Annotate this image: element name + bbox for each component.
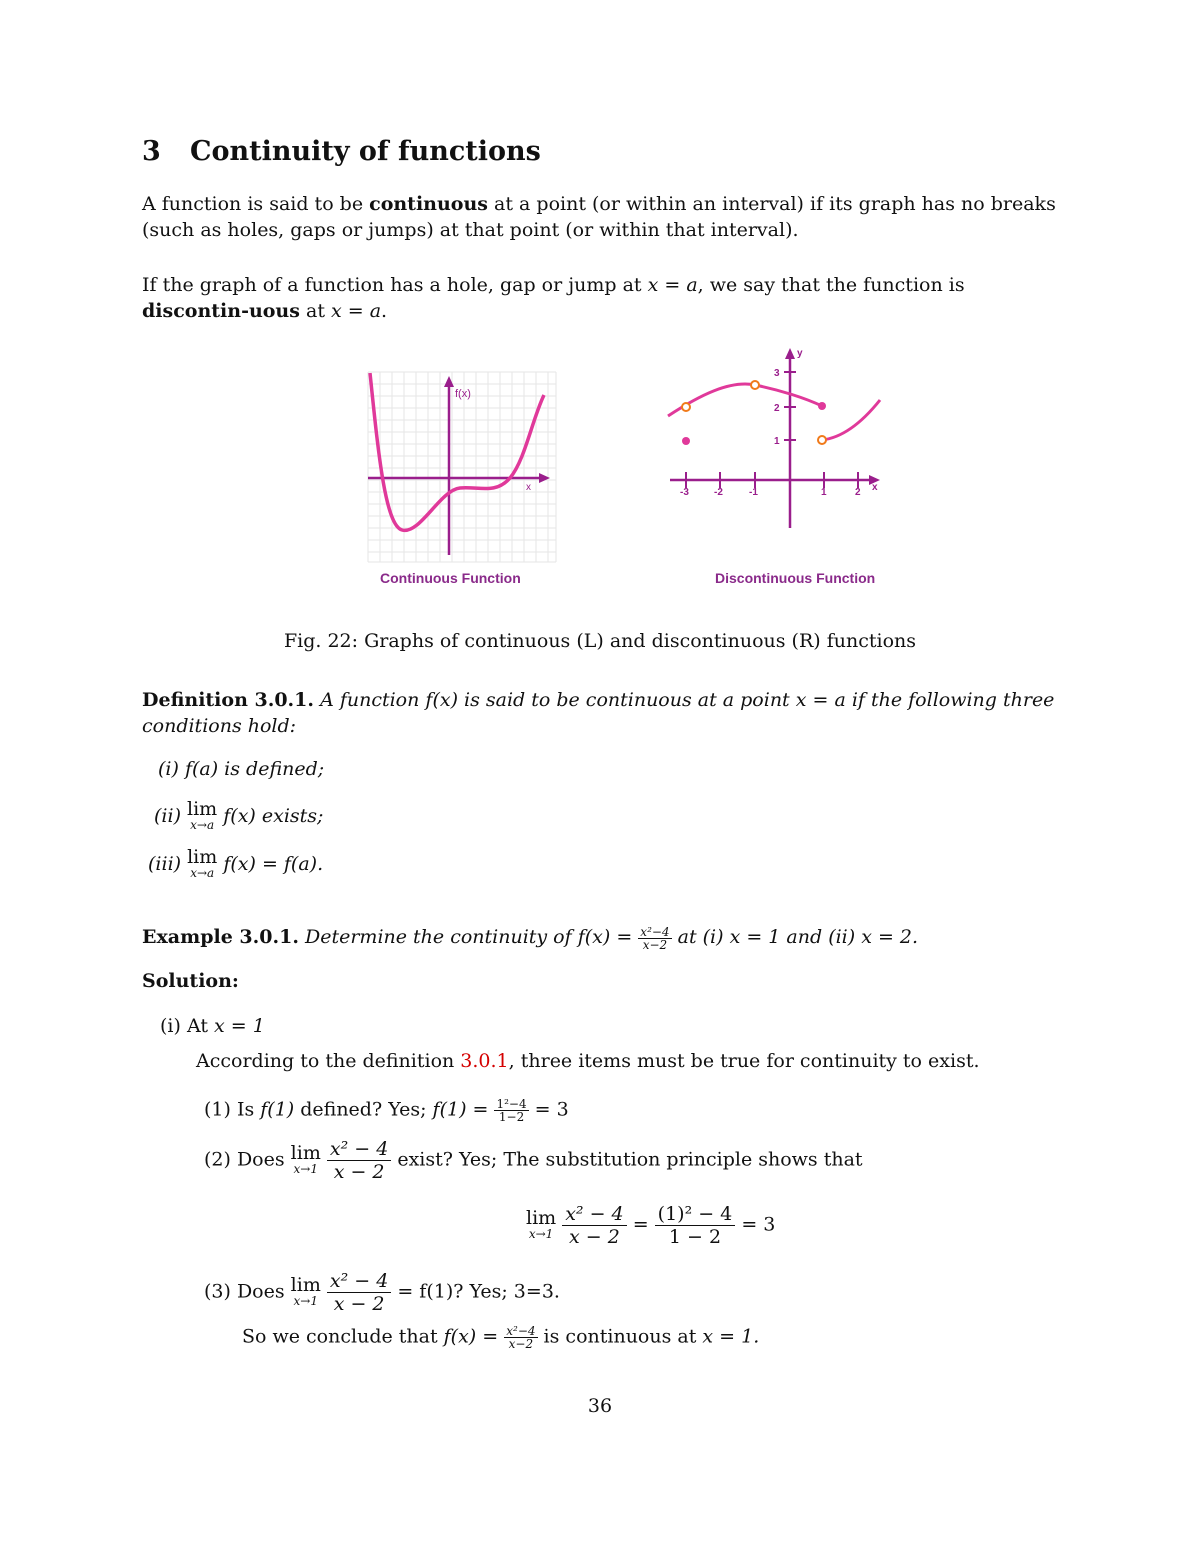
section-number: 3: [142, 136, 161, 167]
section-heading: [142, 136, 541, 167]
x-tick-label: 2: [855, 487, 861, 498]
example-label: Example 3.0.1.: [142, 926, 299, 948]
x-tick-label: -3: [680, 487, 689, 498]
open-point: [682, 403, 690, 411]
conclusion: So we conclude that f(x) = $\frac{\text{x²−4}}{x-2}$ is continuous at x = 1.: [242, 1324, 760, 1351]
part-1-heading: (i) At x = 1: [160, 1015, 265, 1037]
intro-paragraph-1: A function is said to be continuous at a point (or within an interval) if its graph has no breaks (such as holes, gaps or jumps) at that point (or within that interval).: [142, 193, 1056, 241]
condition-1: (i) f(a) is defined;: [158, 758, 325, 780]
right-axis-x-label: x: [872, 482, 878, 493]
open-point: [818, 436, 826, 444]
section-title: Continuity of functions: [190, 136, 541, 167]
left-axis-y-label: f(x): [455, 388, 471, 400]
left-axis-x-label: x: [526, 482, 531, 493]
left-grid: [368, 372, 556, 562]
discontinuous-curve-left: [668, 384, 822, 416]
step-3: (3) Does lim x→1 $\frac{\text{x² − 4}}{x - 2}$ = f(1)? Yes; 3=3.: [204, 1270, 560, 1315]
condition-2: (ii) lim x→a f(x) exists;: [154, 798, 324, 832]
page-number: 36: [587, 1395, 613, 1417]
y-tick-label: 1: [774, 436, 780, 447]
y-tick-label: 3: [774, 368, 780, 379]
left-figure-label: Continuous Function: [380, 570, 521, 586]
definition-reference-link[interactable]: 3.0.1: [460, 1050, 509, 1072]
discontinuous-curve-right: [822, 400, 880, 440]
according-text: According to the definition 3.0.1, three items must be true for continuity to exist.: [196, 1050, 980, 1072]
definition-block: Definition 3.0.1. A function f(x) is said to be continuous at a point x = a if the following three conditions hold:: [142, 689, 1055, 737]
example-block: Example 3.0.1. Determine the continuity of f(x) = $\frac{\text{x²−4}}{x-2}$ at (i) x = 1 and (ii) x = 2.: [142, 924, 919, 952]
closed-point: [682, 437, 690, 445]
figure-caption: Fig. 22: Graphs of continuous (L) and discontinuous (R) functions: [283, 630, 917, 652]
term-discontinuous: discontin-uous: [142, 300, 300, 322]
right-axis-y-label: y: [797, 348, 803, 359]
right-figure-label: Discontinuous Function: [715, 570, 876, 586]
x-tick-label: 1: [821, 487, 827, 498]
y-tick-label: 2: [774, 403, 780, 414]
x-tick-label: -2: [714, 487, 723, 498]
step-1: (1) Is f(1) defined? Yes; f(1) = $\frac{\text{1²−4}}{1-2}$ = 3: [204, 1097, 569, 1124]
solution-heading: Solution:: [142, 970, 239, 992]
intro-paragraph-2: If the graph of a function has a hole, gap or jump at x = a, we say that the function is discontin-uous at x = a.: [142, 274, 965, 322]
example-fraction: $\frac{\text{x²−4}}{x-2}$: [640, 924, 670, 952]
condition-3: (iii) lim x→a f(x) = f(a).: [148, 846, 324, 880]
x-tick-label: -1: [749, 487, 758, 498]
display-equation: lim x→1 $\frac{\text{x² − 4}}{x - 2}$ = $\frac{\text{(1)² − 4}}{1 - 2}$ = 3: [526, 1203, 776, 1248]
open-point: [751, 381, 759, 389]
closed-point: [818, 402, 826, 410]
term-continuous: continuous: [369, 193, 488, 215]
definition-label: Definition 3.0.1.: [142, 689, 315, 711]
figure-continuity-graphs: [360, 340, 920, 590]
step-2: (2) Does lim x→1 $\frac{\text{x² − 4}}{x - 2}$ exist? Yes; The substitution principle shows that: [204, 1138, 863, 1183]
